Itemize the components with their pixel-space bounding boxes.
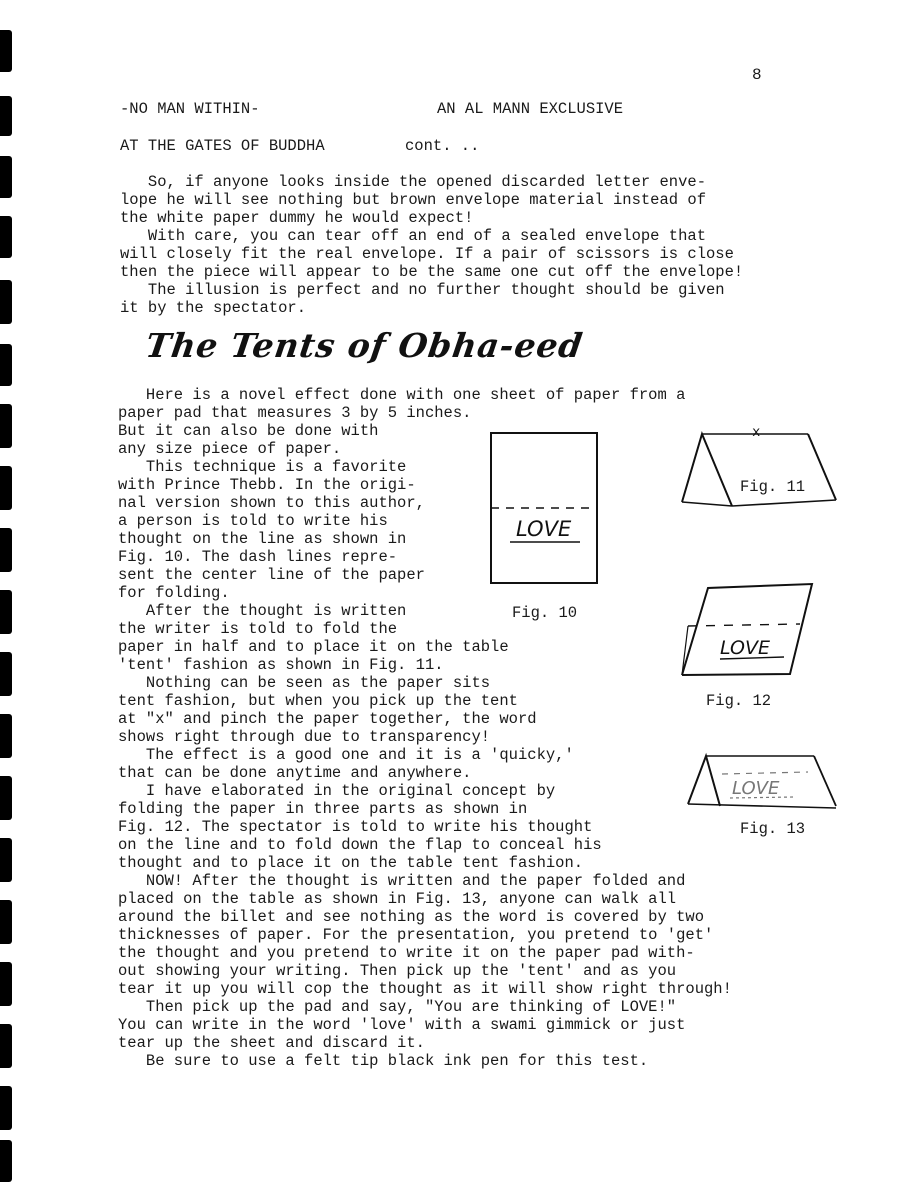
text-line: that can be done anytime and anywhere. — [118, 764, 472, 782]
text-line: tent fashion, but when you pick up the tent — [118, 692, 518, 710]
text-line: After the thought is written — [118, 602, 407, 620]
binding-hole — [0, 1086, 12, 1130]
text-line: But it can also be done with — [118, 422, 379, 440]
binding-hole — [0, 900, 12, 944]
fig10-word: LOVE — [516, 517, 572, 541]
text-line: Here is a novel effect done with one sheet of paper from a — [118, 386, 686, 404]
text-line: paper in half and to place it on the table — [118, 638, 509, 656]
section-cont: cont. .. — [405, 137, 480, 155]
page-number: 8 — [752, 66, 762, 84]
text-line: The illusion is perfect and no further thought should be given — [120, 281, 725, 299]
text-line: on the line and to fold down the flap to conceal his — [118, 836, 602, 854]
fig13-diagram — [686, 750, 841, 820]
text-line: thought and to place it on the table tent fashion. — [118, 854, 584, 872]
text-line: the thought and you pretend to write it on the paper pad with- — [118, 944, 695, 962]
text-line: out showing your writing. Then pick up the 'tent' and as you — [118, 962, 677, 980]
header-right: AN AL MANN EXCLUSIVE — [437, 100, 624, 118]
binding-hole — [0, 96, 12, 136]
text-line: a person is told to write his — [118, 512, 388, 530]
binding-hole — [0, 714, 12, 758]
binding-hole — [0, 466, 12, 510]
fig13-word: LOVE — [732, 778, 780, 799]
fig13-label: Fig. 13 — [740, 820, 806, 838]
text-line: thicknesses of paper. For the presentation, you pretend to 'get' — [118, 926, 714, 944]
text-line: lope he will see nothing but brown envelope material instead of — [120, 191, 706, 209]
text-line: With care, you can tear off an end of a sealed envelope that — [120, 227, 706, 245]
article-title: The Tents of Obha-eed — [143, 326, 586, 365]
fig10-label: Fig. 10 — [512, 604, 578, 622]
text-line: Nothing can be seen as the paper sits — [118, 674, 491, 692]
header-left: -NO MAN WITHIN- — [120, 100, 260, 118]
section-title: AT THE GATES OF BUDDHA — [120, 137, 325, 155]
binding-hole — [0, 30, 12, 72]
text-line: with Prince Thebb. In the origi- — [118, 476, 416, 494]
fig12-label: Fig. 12 — [706, 692, 772, 710]
text-line: placed on the table as shown in Fig. 13, anyone can walk all — [118, 890, 677, 908]
fig11-diagram — [680, 424, 850, 514]
binding-hole — [0, 776, 12, 820]
text-line: then the piece will appear to be the same one cut off the envelope! — [120, 263, 744, 281]
text-line: thought on the line as shown in — [118, 530, 407, 548]
intro-text — [120, 173, 743, 317]
binding-hole — [0, 216, 12, 258]
fig11-x-mark: x — [752, 425, 761, 441]
text-line: NOW! After the thought is written and the paper folded and — [118, 872, 686, 890]
binding-hole — [0, 962, 12, 1006]
fig11-label: Fig. 11 — [740, 478, 806, 496]
text-line: The effect is a good one and it is a 'quicky,' — [118, 746, 574, 764]
body-text-full — [118, 872, 732, 1070]
text-line: Be sure to use a felt tip black ink pen for this test. — [118, 1052, 649, 1070]
text-line: Fig. 10. The dash lines repre- — [118, 548, 398, 566]
text-line: sent the center line of the paper — [118, 566, 425, 584]
binding-hole — [0, 838, 12, 882]
text-line: Then pick up the pad and say, "You are thinking of LOVE!" — [118, 998, 677, 1016]
binding-hole — [0, 280, 12, 324]
binding-hole — [0, 156, 12, 198]
body-text-narrow — [118, 386, 685, 872]
text-line: tear it up you will cop the thought as it will show right through! — [118, 980, 732, 998]
text-line: Fig. 12. The spectator is told to write his thought — [118, 818, 593, 836]
text-line: for folding. — [118, 584, 230, 602]
text-line: You can write in the word 'love' with a swami gimmick or just — [118, 1016, 686, 1034]
fig10-diagram — [490, 432, 600, 587]
text-line: shows right through due to transparency! — [118, 728, 491, 746]
text-line: This technique is a favorite — [118, 458, 407, 476]
text-line: around the billet and see nothing as the word is covered by two — [118, 908, 704, 926]
text-line: the white paper dummy he would expect! — [120, 209, 474, 227]
text-line: paper pad that measures 3 by 5 inches. — [118, 404, 472, 422]
text-line: I have elaborated in the original concept by — [118, 782, 556, 800]
text-line: nal version shown to this author, — [118, 494, 425, 512]
binding-hole — [0, 344, 12, 386]
text-line: folding the paper in three parts as shown in — [118, 800, 528, 818]
binding-hole — [0, 404, 12, 448]
binding-hole — [0, 652, 12, 696]
fig12-word: LOVE — [720, 637, 770, 659]
binding-hole — [0, 528, 12, 572]
text-line: So, if anyone looks inside the opened discarded letter enve- — [120, 173, 706, 191]
text-line: the writer is told to fold the — [118, 620, 398, 638]
text-line: at "x" and pinch the paper together, the word — [118, 710, 537, 728]
text-line: any size piece of paper. — [118, 440, 342, 458]
text-line: 'tent' fashion as shown in Fig. 11. — [118, 656, 444, 674]
binding-hole — [0, 1024, 12, 1068]
text-line: will closely fit the real envelope. If a pair of scissors is close — [120, 245, 734, 263]
fig12-diagram — [680, 580, 825, 680]
text-line: it by the spectator. — [120, 299, 307, 317]
binding-hole — [0, 590, 12, 634]
binding-hole — [0, 1140, 12, 1182]
text-line: tear up the sheet and discard it. — [118, 1034, 425, 1052]
